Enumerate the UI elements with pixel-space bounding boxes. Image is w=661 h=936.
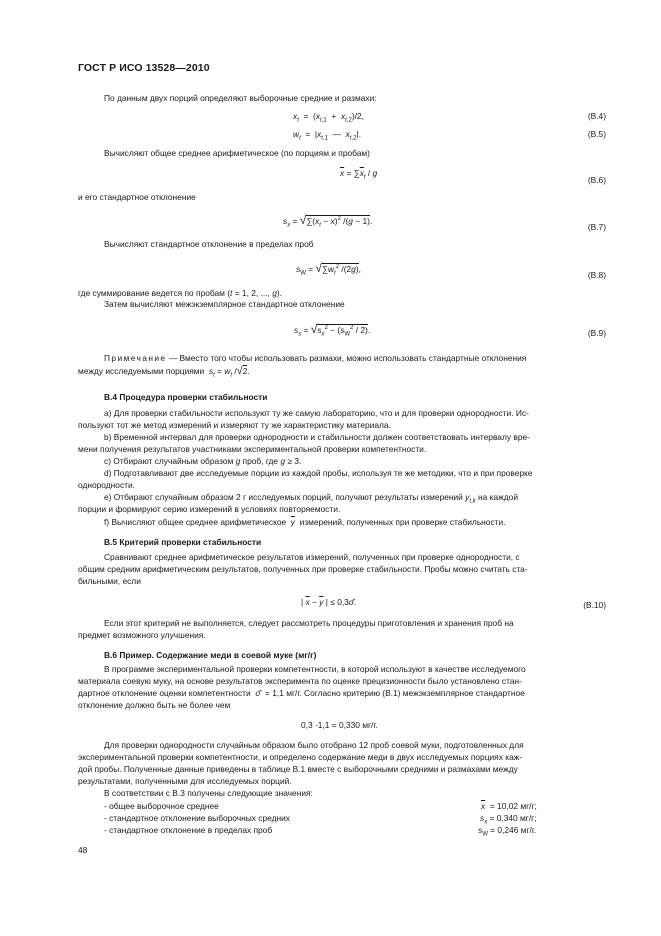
note-line-2: между исследуемыми порциями $s_t = w_t$ /√2. bbox=[78, 365, 250, 379]
page-header: ГОСТ Р ИСО 13528—2010 bbox=[78, 62, 210, 74]
b6-homog-line1: Для проверки однородности случайным образом было отобрано 12 проб соевой муки, подготовленных для bbox=[104, 740, 524, 750]
note-line-1 bbox=[104, 353, 526, 363]
b5-para-line2: общим средним арифметическим результатов, полученных при проверке стабильности. Пробы можно считать ста- bbox=[78, 564, 528, 574]
b4-item-b-line1: b) Временной интервал для проверки однородности и стабильности должен соответствовать интервалу вре- bbox=[104, 432, 530, 442]
b4-item-c: c) Отбирают случайным образом g проб, где g ≥ 3. bbox=[104, 456, 302, 466]
value-label-sw: - стандартное отклонение в пределах проб bbox=[104, 825, 273, 835]
b6-para-line1: В программе экспериментальной проверки компетентности, в которой используют в качестве исследуемого bbox=[104, 664, 526, 674]
equation-b10: | $\overline{x} - \overline{y}$ | ≤ 0,3σ̂. bbox=[301, 597, 357, 607]
value-sx: $s_x = 0,340$ мг/г; bbox=[480, 813, 537, 826]
b6-homog-line4: результатами, полученными для исследуемых порций. bbox=[78, 776, 292, 786]
b5-criterion-line2: предмет возможного улучшения. bbox=[78, 630, 206, 640]
b4-item-d-line2: однородности. bbox=[78, 480, 135, 490]
equation-number-b9: (B.9) bbox=[587, 328, 606, 338]
intro-text-3: и его стандартное отклонение bbox=[78, 192, 196, 202]
equation-number-b7: (B.7) bbox=[587, 222, 606, 232]
section-heading-b4: B.4 Процедура проверки стабильности bbox=[104, 392, 268, 402]
value-label-mean: - общее выборочное среднее bbox=[104, 801, 219, 811]
value-sw: $s_W = 0,246$ мг/г. bbox=[478, 825, 537, 838]
b5-para-line3: бильными, если bbox=[78, 576, 141, 586]
equation-b6: $\overline{x} = \sum\overline{x}_t / g$ bbox=[340, 168, 378, 181]
intro-text-5: где суммирование ведется по пробам (t = 1, 2, ..., g). bbox=[78, 288, 282, 298]
b6-homog-line2: экспериментальной проверки компетентности, и определено содержание меди в двух исследуемых порциях каж- bbox=[78, 752, 523, 762]
intro-text-1: По данным двух порций определяют выборочные средние и размахи: bbox=[104, 93, 377, 103]
b6-results-intro: В соответствии с B.3 получены следующие значения: bbox=[104, 788, 313, 798]
b5-para-line1: Сравнивают среднее арифметическое результатов измерений, полученных при проверке однородности, с bbox=[104, 552, 520, 562]
value-mean: $\overline{x} = 10,02$ мг/г; bbox=[481, 801, 537, 811]
b4-item-d-line1: d) Подготавливают две исследуемые порции из каждой пробы, используя те же методики, что и при проверке bbox=[104, 468, 533, 478]
note-text: — Вместо того чтобы использовать размахи, можно использовать стандартные отклонения bbox=[168, 353, 527, 363]
b4-item-e-line2: порции и формируют серию измерений в условиях повторяемости. bbox=[78, 504, 341, 514]
value-label-sx: - стандартное отклонение выборочных средних bbox=[104, 813, 290, 823]
intro-text-6: Затем вычисляют межэкземплярное стандартное отклонение bbox=[104, 299, 345, 309]
equation-b4: $x_t = (x_{t,1} + x_{t,2})/2$, bbox=[293, 111, 364, 124]
equation-b5: $w_t = |x_{t,1}$ — $x_{t,2}|$. bbox=[293, 129, 362, 142]
page-number: 48 bbox=[78, 845, 88, 855]
equation-b8: $s_W = √\sum w_t^2$ /(2g), bbox=[296, 261, 361, 277]
intro-text-4: Вычисляют стандартное отклонение в пределах проб bbox=[104, 239, 314, 249]
b4-item-e-line1: e) Отбирают случайным образом 2 г исследуемых порций, получают результаты измерений $y_{t,k}$ на каждой bbox=[104, 492, 519, 505]
b6-para-line3: дартное отклонение оценки компетентности σ̂ = 1,1 мг/г. Согласно критерию (B.1) межэкземплярное стандартное bbox=[78, 688, 525, 698]
intro-text-2: Вычисляют общее среднее арифметическое (по порциям и пробам) bbox=[104, 148, 370, 158]
equation-number-b8: (B.8) bbox=[587, 270, 606, 280]
equation-number-b5: (B.5) bbox=[587, 129, 606, 139]
equation-number-b10: (B.10) bbox=[583, 600, 606, 610]
equation-b9: $s_s = √s_x^2 - (s_W^2 / 2)$. bbox=[294, 322, 371, 338]
equation-b7: $s_x = √\sum(x_t - \overline{x})^2$ /(g − 1). bbox=[283, 213, 373, 229]
b4-item-f: f) Вычисляют общее среднее арифметическое $\overline{y}$ измерений, полученных при проверке стабильности. bbox=[104, 517, 506, 527]
calc-equation: 0,3 ·1,1 = 0,330 мг/г. bbox=[301, 720, 378, 730]
equation-number-b4: (B.4) bbox=[587, 111, 606, 121]
b6-para-line2: материала соевую муку, на основе результатов эксперимента по оценке прецизионности было установлено стан- bbox=[78, 676, 522, 686]
equation-number-b6: (B.6) bbox=[587, 175, 606, 185]
b4-item-a-line1: a) Для проверки стабильности используют ту же самую лабораторию, что и для проверки однородности. Ис- bbox=[104, 408, 529, 418]
note-label: Примечание bbox=[104, 353, 167, 363]
section-heading-b6: B.6 Пример. Содержание меди в соевой муке (мг/г) bbox=[104, 650, 317, 660]
b4-item-b-line2: мени получения результатов участниками экспериментальной проверки компетентности. bbox=[78, 444, 427, 454]
b4-item-a-line2: пользуют тот же метод измерений и измеряют ту же характеристику материала. bbox=[78, 420, 391, 430]
b6-para-line4: отклонение должно быть не более чем bbox=[78, 700, 231, 710]
b6-homog-line3: дой пробы. Полученные данные приведены в таблице B.1 вместе с выборочными средними и размахами между bbox=[78, 764, 518, 774]
b5-criterion-line1: Если этот критерий не выполняется, следует рассмотреть процедуры приготовления и хранения проб на bbox=[104, 618, 514, 628]
section-heading-b5: B.5 Критерий проверки стабильности bbox=[104, 537, 262, 547]
